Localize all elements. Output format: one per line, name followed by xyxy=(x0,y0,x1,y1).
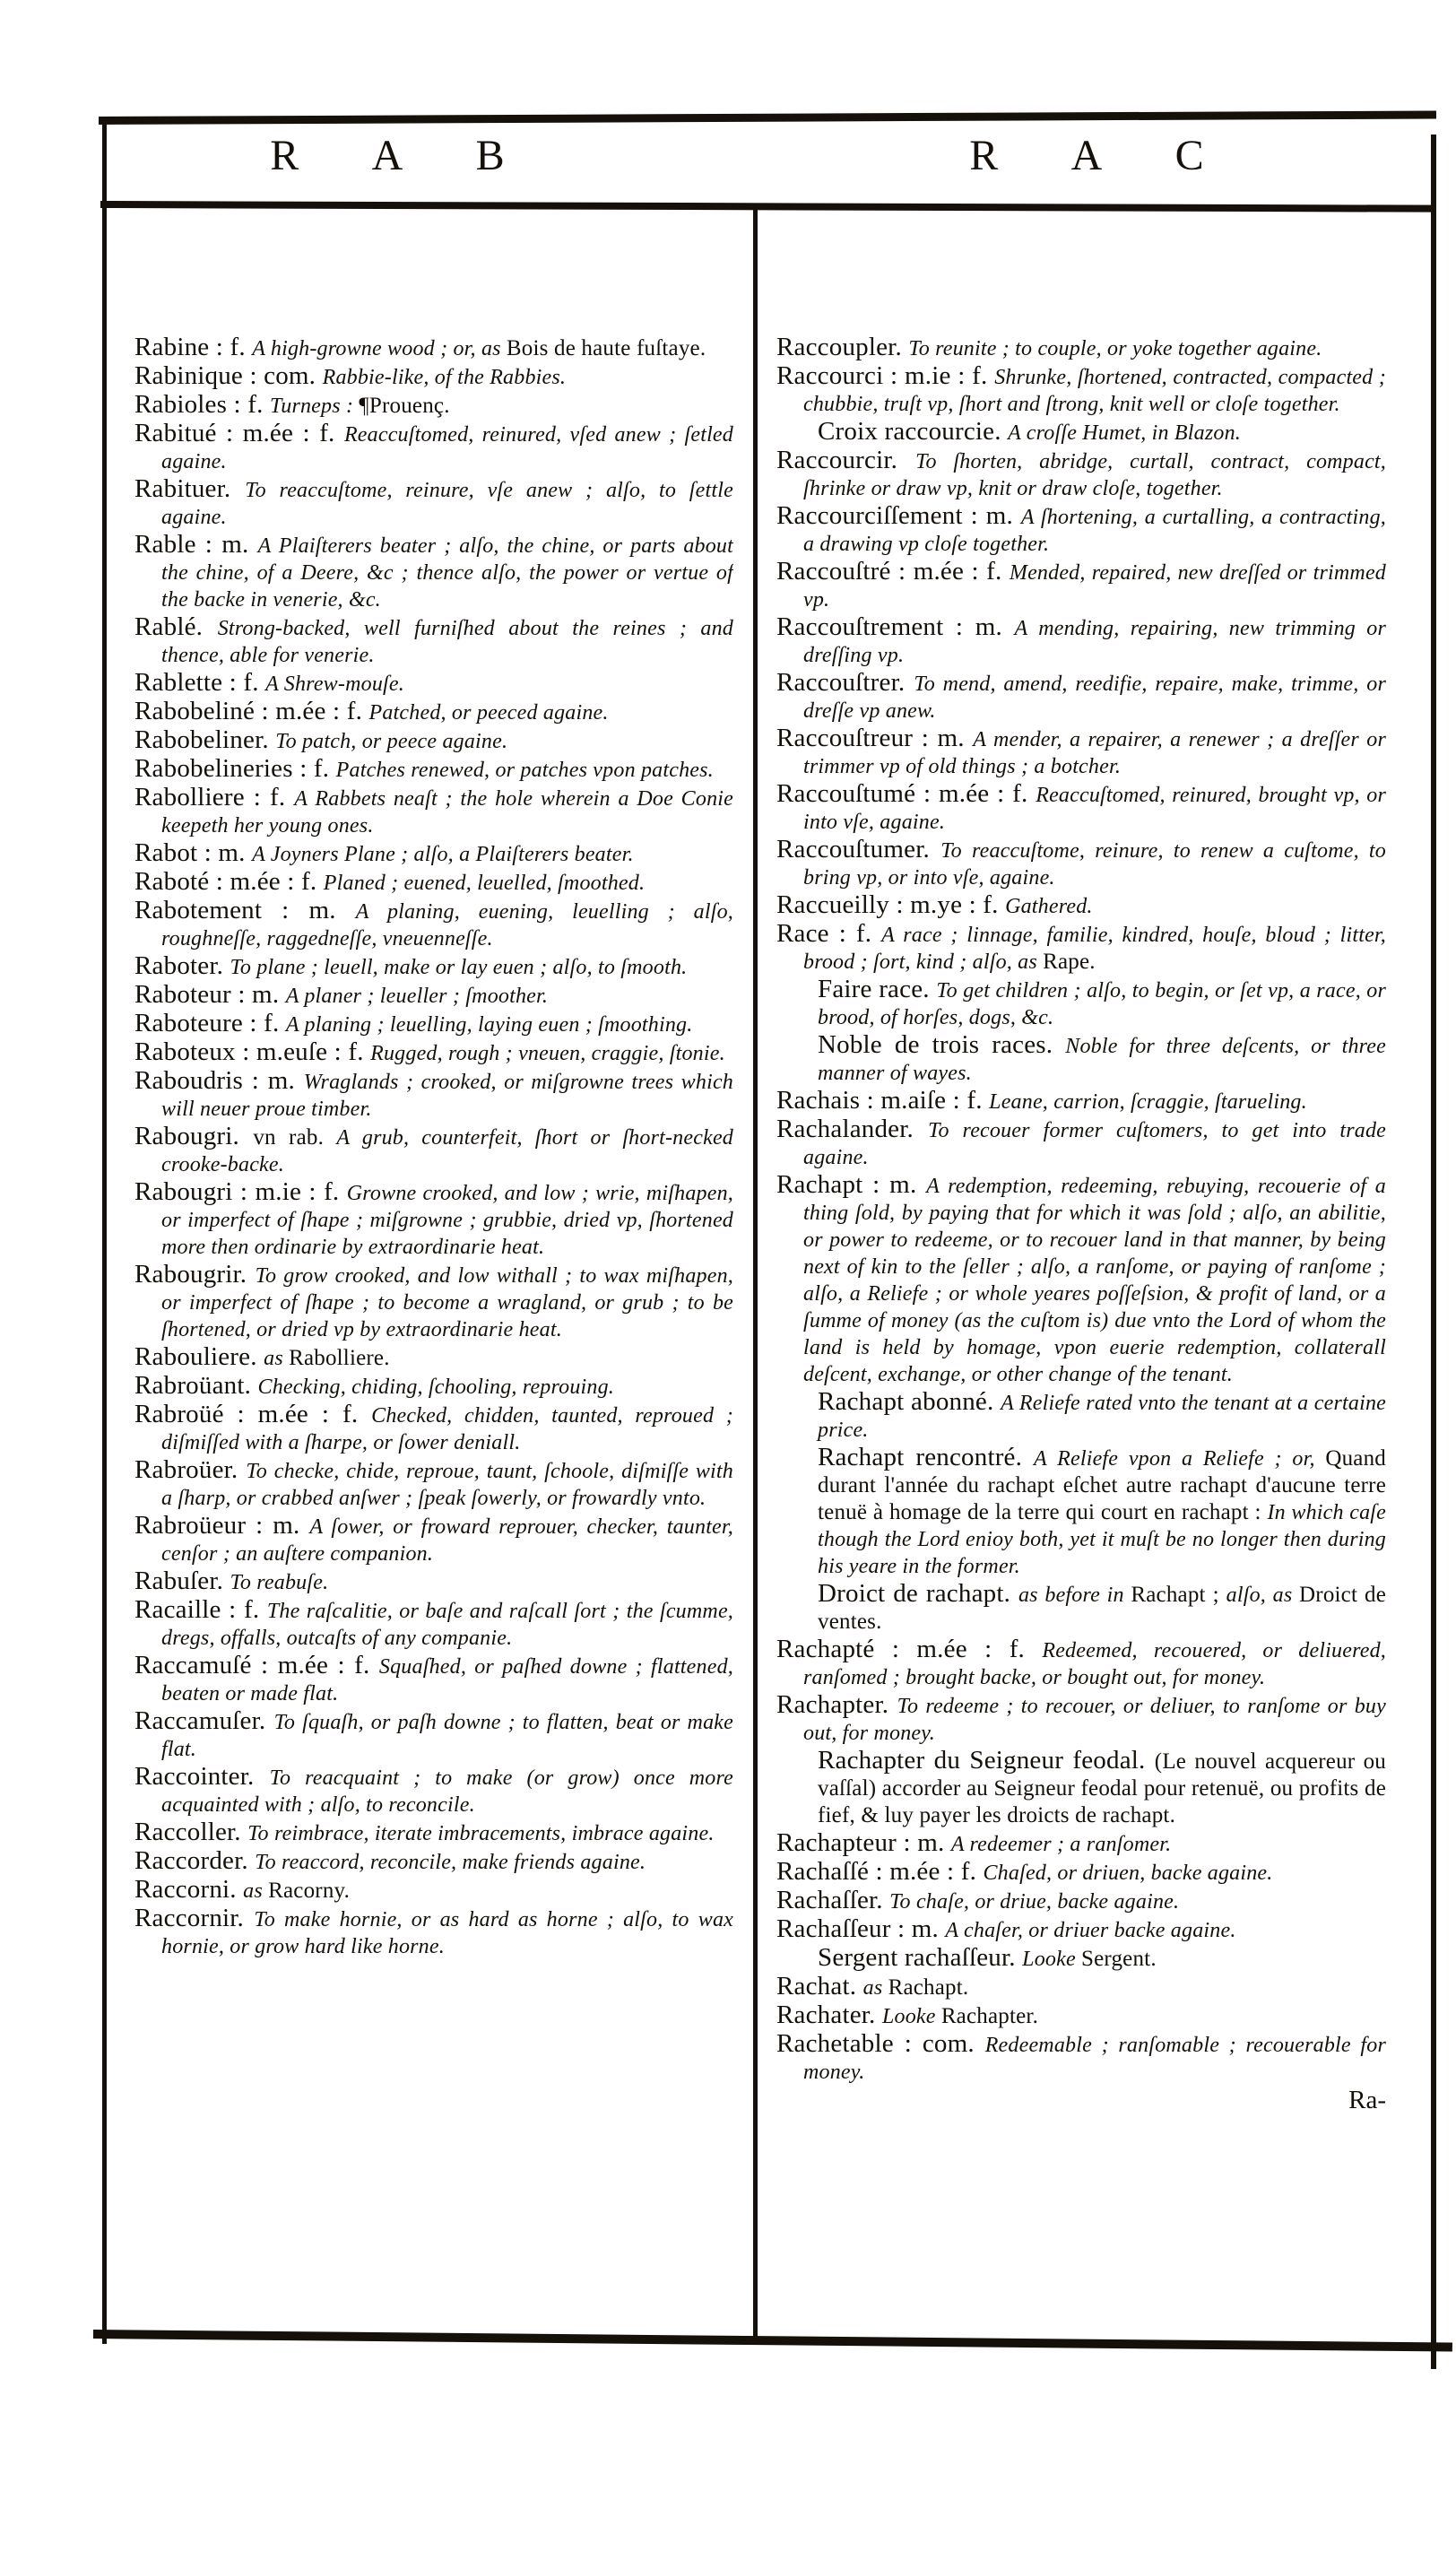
entry-headword: Raccornir. xyxy=(134,1904,255,1932)
entry-headword: Raccouſtumé : m.ée : f. xyxy=(776,779,1036,808)
running-head-right: R A C xyxy=(969,132,1236,179)
entry-text-italic: Leane, carrion, ſcraggie, ſtarueling. xyxy=(989,1090,1307,1114)
header-separator-rule xyxy=(100,201,1436,213)
entry-headword: Rachapt rencontré. xyxy=(818,1443,1035,1471)
right-border-rule xyxy=(1431,135,1436,2369)
dictionary-entry xyxy=(776,1636,1386,1691)
entry-text-italic: A ſower, or froward reprouer, checker, taunter, cenſor ; an auſtere companion. xyxy=(161,1515,733,1566)
dictionary-entry xyxy=(776,1829,1386,1858)
entry-text-italic: A redemption, redeeming, rebuying, recouerie of a thing ſold, by paying that for which it was ſold ; alſo, an abilitie, or power to redeeme, or to recouer land in that manner, by being next of kin to the ſeller ; alſo, a ranſome, or paying of ranſome ; alſo, a Reliefe ; or whole yeares poſſeſsion, & profit of land, or a ſumme of money (as the cuſtom is) due vnto the Lord of whom the land is held by homage, vpon euerie redemption, collaterall deſcent, exchange, or other change of the tenant. xyxy=(803,1175,1386,1386)
bottom-border-rule xyxy=(93,2330,1452,2352)
entry-headword: Raccouſtreur : m. xyxy=(776,724,974,752)
entry-text-italic: A Shrew-mouſe. xyxy=(265,673,404,696)
dictionary-entry xyxy=(134,1652,733,1707)
entry-headword: Raccorder. xyxy=(134,1846,256,1875)
entry-headword: Rachapteur : m. xyxy=(776,1828,951,1857)
entry-headword: Rachat. xyxy=(776,1972,863,2001)
entry-headword: Noble de trois races. xyxy=(818,1030,1066,1059)
entry-text-roman: Bois de haute fuſtaye. xyxy=(506,336,706,360)
dictionary-entry xyxy=(134,1847,733,1876)
entry-headword: Raccorni. xyxy=(134,1875,244,1904)
entry-text-roman: Sergent. xyxy=(1081,1947,1157,1971)
entry-text-italic: Noble for three deſcents, or three manner of wayes. xyxy=(818,1035,1386,1085)
dictionary-entry xyxy=(134,1763,733,1818)
entry-text-italic: A Joyners Plane ; alſo, a Plaiſterers beater. xyxy=(252,843,634,866)
entry-text-italic: A redeemer ; a ranſomer. xyxy=(950,1833,1172,1856)
entry-text-italic: A Reliefe vpon a Reliefe ; or, xyxy=(1034,1447,1326,1471)
entry-text-italic: A Rabbets neaſt ; the hole wherein a Doe Conie keepeth her young ones. xyxy=(161,787,733,838)
entry-text-roman: Rachapt. xyxy=(888,1975,969,2000)
entry-text-italic: A mender, a repairer, a renewer ; a dreſſer or trimmer vp of old things ; a botcher. xyxy=(803,728,1386,778)
entry-text-italic: To reacquaint ; to make (or grow) once more acquainted with ; alſo, to reconcile. xyxy=(161,1766,733,1817)
dictionary-entry xyxy=(776,669,1386,725)
dictionary-subentry xyxy=(776,1944,1386,1973)
dictionary-entry xyxy=(134,1010,733,1038)
entry-headword: Rabougri. xyxy=(134,1122,254,1150)
dictionary-entry xyxy=(134,755,733,784)
top-border-rule xyxy=(99,110,1436,125)
dictionary-entry xyxy=(134,726,733,755)
dictionary-entry xyxy=(776,502,1386,558)
entry-headword: Raboté : m.ée : f. xyxy=(134,867,324,896)
entry-text-italic: Squaſhed, or paſhed downe ; flattened, beaten or made flat. xyxy=(161,1655,733,1705)
entry-headword: Sergent rachaſſeur. xyxy=(818,1943,1023,1972)
entry-text-italic: To redeeme ; to recouer, or deliuer, to ranſome or buy out, for money. xyxy=(803,1695,1386,1745)
entry-headword: Raboter. xyxy=(134,951,230,980)
dictionary-subentry xyxy=(776,976,1386,1031)
dictionary-entry xyxy=(134,1707,733,1763)
entry-headword: Rachapté : m.ée : f. xyxy=(776,1635,1043,1663)
entry-headword: Raccueilly : m.ye : f. xyxy=(776,890,1006,919)
dictionary-entry xyxy=(776,2001,1386,2030)
entry-headword: Rabot : m. xyxy=(134,838,253,867)
entry-text-italic: To chaſe, or driue, backe againe. xyxy=(889,1890,1180,1914)
dictionary-entry xyxy=(134,391,733,420)
entry-headword: Rachaſſer. xyxy=(776,1886,890,1914)
entry-text-italic: Turneps : xyxy=(270,395,360,418)
entry-text-roman: Rachapt ; xyxy=(1131,1583,1226,1607)
entry-text-italic: A Plaiſterers beater ; alſo, the chine, or parts about the chine, of a Deere, &c ; thence alſo, the power or vertue of the backe in venerie, &c. xyxy=(161,534,733,612)
dictionary-entry xyxy=(134,1905,733,1960)
dictionary-entry xyxy=(134,1178,733,1261)
entry-text-italic: Strong-backed, well furniſhed about the reines ; and thence, able for venerie. xyxy=(161,617,733,667)
dictionary-entry xyxy=(776,1887,1386,1915)
entry-headword: Rabougri : m.ie : f. xyxy=(134,1177,347,1206)
entry-headword: Racaille : f. xyxy=(134,1595,267,1624)
entry-text-italic: To reabuſe. xyxy=(230,1571,329,1594)
dictionary-entry xyxy=(776,1087,1386,1115)
entry-text-italic: To checke, chide, reproue, taunt, ſchoole, diſmiſſe with a ſharp, or crabbed anſwer ; ſpeak ſowerly, or frowardly vnto. xyxy=(161,1460,733,1510)
entry-text-italic: To mend, amend, reedifie, repaire, make, trimme, or dreſſe vp anew. xyxy=(803,673,1386,723)
dictionary-entry xyxy=(134,952,733,981)
dictionary-subentry xyxy=(776,1388,1386,1444)
dictionary-entry xyxy=(134,1261,733,1343)
dictionary-entry xyxy=(776,1171,1386,1388)
entry-headword: Rabroüeur : m. xyxy=(134,1511,310,1540)
entry-text-italic: To make hornie, or as hard as horne ; alſo, to wax hornie, or grow hard like horne. xyxy=(161,1908,733,1958)
entry-text-italic: To reaccord, reconcile, make friends againe. xyxy=(255,1851,646,1874)
entry-headword: Raccouſtrement : m. xyxy=(776,612,1015,641)
entry-text-italic: Reaccuſtomed, reinured, brought vp, or into vſe, againe. xyxy=(803,784,1386,834)
entry-headword: Rabouliere. xyxy=(134,1342,264,1371)
entry-headword: Droict de rachapt. xyxy=(818,1579,1018,1608)
entry-text-roman: Racorny. xyxy=(268,1879,351,1903)
entry-headword: Rachapt abonné. xyxy=(818,1387,1001,1416)
dictionary-entry xyxy=(134,1456,733,1512)
entry-text-italic: To ſhorten, abridge, curtall, contract, compact, ſhrinke or draw vp, knit or draw cloſe, together. xyxy=(803,450,1386,500)
dictionary-entry xyxy=(134,1123,733,1178)
entry-headword: Rabobeliné : m.ée : f. xyxy=(134,697,369,725)
dictionary-entry xyxy=(776,1115,1386,1171)
entry-text-italic: A race ; linnage, familie, kindred, houſe, bloud ; litter, brood ; ſort, kind ; alſo, as xyxy=(803,924,1386,974)
entry-headword: Raccourcir. xyxy=(776,446,916,474)
entry-headword: Rabotement : m. xyxy=(134,896,356,924)
dictionary-entry xyxy=(776,2030,1386,2086)
entry-text-italic: as xyxy=(243,1879,269,1903)
dictionary-subentry xyxy=(776,1580,1386,1636)
entry-text-italic: To reaccuſtome, reinure, vſe anew ; alſo, to ſettle againe. xyxy=(161,479,733,529)
entry-text-italic: A planing ; leuelling, laying euen ; ſmoothing. xyxy=(285,1013,693,1037)
entry-headword: Race : f. xyxy=(776,919,882,948)
entry-text-italic: Looke xyxy=(1022,1948,1081,1971)
dictionary-subentry xyxy=(776,1444,1386,1580)
dictionary-entry xyxy=(776,447,1386,502)
entry-headword: Rabitué : m.ée : f. xyxy=(134,419,344,447)
dictionary-entry xyxy=(776,891,1386,920)
entry-text-roman: Rape. xyxy=(1043,950,1096,974)
dictionary-entry xyxy=(776,780,1386,836)
entry-headword: Rachaſſeur : m. xyxy=(776,1914,946,1943)
entry-text-italic: To recouer former cuſtomers, to get into trade againe. xyxy=(803,1119,1386,1169)
entry-text-italic: alſo, as xyxy=(1226,1584,1300,1607)
dictionary-entry xyxy=(134,613,733,669)
dictionary-entry xyxy=(134,1067,733,1123)
dictionary-entry xyxy=(134,334,733,362)
dictionary-subentry xyxy=(776,1747,1386,1829)
entry-headword: Rabroüant. xyxy=(134,1371,258,1400)
entry-headword: Raboteux : m.euſe : f. xyxy=(134,1037,371,1066)
entry-text-italic: Patches renewed, or patches vpon patches. xyxy=(335,759,714,782)
dictionary-entry xyxy=(134,1567,733,1596)
entry-text-italic: To reimbrace, iterate imbracements, imbrace againe. xyxy=(247,1822,715,1845)
entry-text-italic: A grub, counterfeit, ſhort or ſhort-necked crooke-backe. xyxy=(161,1126,733,1176)
entry-text-italic: as xyxy=(862,1976,888,2000)
entry-headword: Raboteure : f. xyxy=(134,1009,286,1037)
entry-headword: Rabioles : f. xyxy=(134,390,271,419)
dictionary-entry xyxy=(776,725,1386,780)
entry-headword: Raccoller. xyxy=(134,1818,248,1846)
entry-text-italic: Reaccuſtomed, reinured, vſed anew ; ſetled againe. xyxy=(161,423,733,473)
entry-text-italic: A planing, euening, leuelling ; alſo, roughneſſe, raggedneſſe, vneuenneſſe. xyxy=(161,900,733,950)
dictionary-entry xyxy=(134,669,733,698)
entry-headword: Rabroüé : m.ée : f. xyxy=(134,1400,372,1428)
entry-headword: Raboteur : m. xyxy=(134,980,286,1009)
entry-headword: Rabine : f. xyxy=(134,334,253,361)
entry-text-italic: A chaſer, or driuer backe againe. xyxy=(945,1919,1236,1942)
dictionary-entry xyxy=(134,897,733,952)
entry-text-italic: To reaccuſtome, reinure, to renew a cuſtome, to bring vp, or into vſe, againe. xyxy=(803,839,1386,890)
entry-headword: Rachais : m.aiſe : f. xyxy=(776,1086,990,1115)
entry-text-italic: Rabbie-like, of the Rabbies. xyxy=(322,366,567,389)
entry-headword: Rabougrir. xyxy=(134,1260,256,1289)
dictionary-entry xyxy=(134,362,733,391)
entry-text-italic: Looke xyxy=(881,2005,941,2028)
entry-text-italic: To ſquaſh, or paſh downe ; to flatten, beat or make flat. xyxy=(161,1711,733,1761)
dictionary-entry xyxy=(134,531,733,613)
entry-text-italic: To get children ; alſo, to begin, or ſet vp, a race, or brood, of horſes, dogs, &c. xyxy=(818,979,1386,1029)
entry-headword: Rabinique : com. xyxy=(134,361,323,390)
text-column-right xyxy=(776,334,1386,2322)
entry-text-roman: vn rab. xyxy=(253,1125,337,1150)
dictionary-entry xyxy=(134,1512,733,1567)
dictionary-entry xyxy=(134,1818,733,1847)
entry-headword: Raccamuſé : m.ée : f. xyxy=(134,1651,379,1679)
entry-text-italic: Rugged, rough ; vneuen, craggie, ſtonie. xyxy=(370,1042,725,1065)
entry-text-roman: Quand durant l'année du rachapt eſchet autre rachapt d'aucune terre tenuë à homage de la terre qui court en rachapt : xyxy=(818,1446,1386,1524)
entry-headword: Rachaſſé : m.ée : f. xyxy=(776,1857,984,1886)
dictionary-entry xyxy=(134,698,733,726)
entry-text-italic: In which caſe though the Lord enioy both, yet it muſt be no longer then during his yeare in the former. xyxy=(818,1501,1386,1578)
entry-headword: Raccouſtumer. xyxy=(776,835,941,864)
entry-text-italic: as before in xyxy=(1018,1584,1131,1607)
entry-text-roman: (Le nouvel acquereur ou vaſſal) accorder au Seigneur feodal pour retenuë, ou profits de fief, & luy payer les droicts de rachapt. xyxy=(818,1749,1386,1827)
entry-headword: Rachetable : com. xyxy=(776,2029,985,2058)
entry-headword: Rable : m. xyxy=(134,530,258,559)
dictionary-entry xyxy=(776,362,1386,418)
dictionary-entry xyxy=(776,836,1386,891)
catchword: Ra- xyxy=(1348,2086,1386,2114)
dictionary-entry xyxy=(134,1596,733,1652)
dictionary-entry xyxy=(776,613,1386,669)
entry-text-roman: Rachapter. xyxy=(940,2004,1039,2028)
entry-text-italic: as xyxy=(264,1347,290,1370)
entry-text-italic: Checking, chiding, ſchooling, reprouing. xyxy=(257,1376,615,1399)
entry-headword: Raccamuſer. xyxy=(134,1706,274,1735)
dictionary-subentry xyxy=(776,418,1386,447)
entry-headword: Raccourciſſement : m. xyxy=(776,501,1021,530)
entry-text-italic: Growne crooked, and low ; wrie, miſhapen, or imperfect of ſhape ; miſgrowne ; grubbie, dried vp, ſhortened more then ordinarie by extraordinarie heat. xyxy=(161,1182,733,1259)
entry-headword: Rachapt : m. xyxy=(776,1170,927,1199)
entry-headword: Rachater. xyxy=(776,2001,882,2029)
dictionary-entry xyxy=(134,981,733,1010)
running-head-left: R A B xyxy=(270,132,537,179)
entry-headword: Rachapter. xyxy=(776,1690,897,1719)
entry-text-italic: Mended, repaired, new dreſſed or trimmed vp. xyxy=(803,561,1386,612)
dictionary-entry xyxy=(134,839,733,868)
dictionary-entry xyxy=(776,334,1386,362)
dictionary-entry xyxy=(776,1858,1386,1887)
entry-headword: Raccouſtré : m.ée : f. xyxy=(776,557,1010,586)
dictionary-entry xyxy=(776,558,1386,613)
entry-text-italic: Redeemed, recouered, or deliuered, ranſomed ; brought backe, or bought out, for money. xyxy=(803,1639,1386,1689)
entry-text-italic: The raſcalitie, or baſe and raſcall ſort ; the ſcumme, dregs, offalls, outcaſts of any companie. xyxy=(161,1600,733,1650)
entry-text-italic: Wraglands ; crooked, or miſgrowne trees which will neuer proue timber. xyxy=(161,1071,733,1121)
dictionary-entry xyxy=(134,1401,733,1456)
entry-headword: Rabobeliner. xyxy=(134,725,276,754)
entry-text-italic: A croſſe Humet, in Blazon. xyxy=(1008,421,1241,445)
entry-text-italic: Shrunke, ſhortened, contracted, compacted ; chubbie, truſt vp, ſhort and ſtrong, knit well or cloſe together. xyxy=(803,366,1386,416)
entry-headword: Raccointer. xyxy=(134,1762,270,1791)
entry-headword: Raccourci : m.ie : f. xyxy=(776,361,995,390)
left-border-rule xyxy=(102,118,107,2344)
entry-text-italic: To grow crooked, and low withall ; to wax miſhapen, or imperfect of ſhape ; to become a wragland, or grub ; to be ſhortened, or dried vp by extraordinarie heat. xyxy=(161,1264,733,1341)
entry-headword: Raboudris : m. xyxy=(134,1066,304,1095)
dictionary-entry xyxy=(776,1915,1386,1944)
text-column-left xyxy=(134,334,733,2320)
entry-text-italic: A high-growne wood ; or, as xyxy=(252,337,507,360)
entry-text-italic: Chaſed, or driuen, backe againe. xyxy=(983,1862,1273,1885)
dictionary-entry xyxy=(134,420,733,475)
entry-text-italic: Planed ; euened, leuelled, ſmoothed. xyxy=(323,872,646,895)
entry-text-italic: A ſhortening, a curtalling, a contracting, a drawing vp cloſe together. xyxy=(803,506,1386,556)
dictionary-entry xyxy=(134,475,733,531)
entry-text-italic: Redeemable ; ranſomable ; recouerable for money. xyxy=(803,2034,1386,2084)
entry-text-roman: ¶Prouenç. xyxy=(359,394,450,418)
dictionary-entry xyxy=(776,1691,1386,1747)
entry-headword: Rachalander. xyxy=(776,1115,929,1143)
entry-headword: Raccoupler. xyxy=(776,334,909,361)
entry-headword: Rabuſer. xyxy=(134,1567,230,1595)
dictionary-entry xyxy=(134,1038,733,1067)
entry-headword: Rablette : f. xyxy=(134,668,266,697)
entry-headword: Croix raccourcie. xyxy=(818,417,1009,446)
dictionary-entry xyxy=(134,784,733,839)
entry-text-italic: A mending, repairing, new trimming or dreſſing vp. xyxy=(803,617,1386,667)
dictionary-entry xyxy=(776,1973,1386,2001)
dictionary-entry xyxy=(134,1372,733,1401)
dictionary-entry xyxy=(776,920,1386,976)
entry-headword: Raccouſtrer. xyxy=(776,668,914,697)
dictionary-entry xyxy=(134,868,733,897)
entry-text-italic: A Reliefe rated vnto the tenant at a certaine price. xyxy=(818,1392,1386,1442)
column-divider-rule xyxy=(753,206,758,2339)
dictionary-subentry xyxy=(776,1031,1386,1087)
entry-headword: Rabolliere : f. xyxy=(134,783,295,811)
entry-headword: Rabobelineries : f. xyxy=(134,754,336,783)
entry-headword: Faire race. xyxy=(818,975,937,1003)
entry-text-italic: To reunite ; to couple, or yoke together againe. xyxy=(908,337,1322,360)
entry-text-italic: Gathered. xyxy=(1005,895,1093,918)
entry-text-italic: Checked, chidden, taunted, reproued ; diſmiſſed with a ſharpe, or ſower deniall. xyxy=(161,1404,733,1454)
entry-text-italic: Patched, or peeced againe. xyxy=(368,701,609,725)
entry-headword: Rabituer. xyxy=(134,474,246,503)
entry-text-italic: To plane ; leuell, make or lay euen ; alſo, to ſmooth. xyxy=(230,956,688,979)
entry-headword: Rabroüer. xyxy=(134,1455,247,1484)
dictionary-entry xyxy=(134,1876,733,1905)
entry-headword: Rachapter du Seigneur feodal. xyxy=(818,1746,1155,1775)
entry-text-italic: A planer ; leueller ; ſmoother. xyxy=(285,985,549,1008)
entry-text-roman: Rabolliere. xyxy=(289,1346,390,1370)
dictionary-entry xyxy=(134,1343,733,1372)
entry-headword: Rablé. xyxy=(134,612,218,641)
entry-text-italic: To patch, or peece againe. xyxy=(275,730,508,753)
entry-text-roman: Droict de ventes. xyxy=(818,1583,1386,1634)
